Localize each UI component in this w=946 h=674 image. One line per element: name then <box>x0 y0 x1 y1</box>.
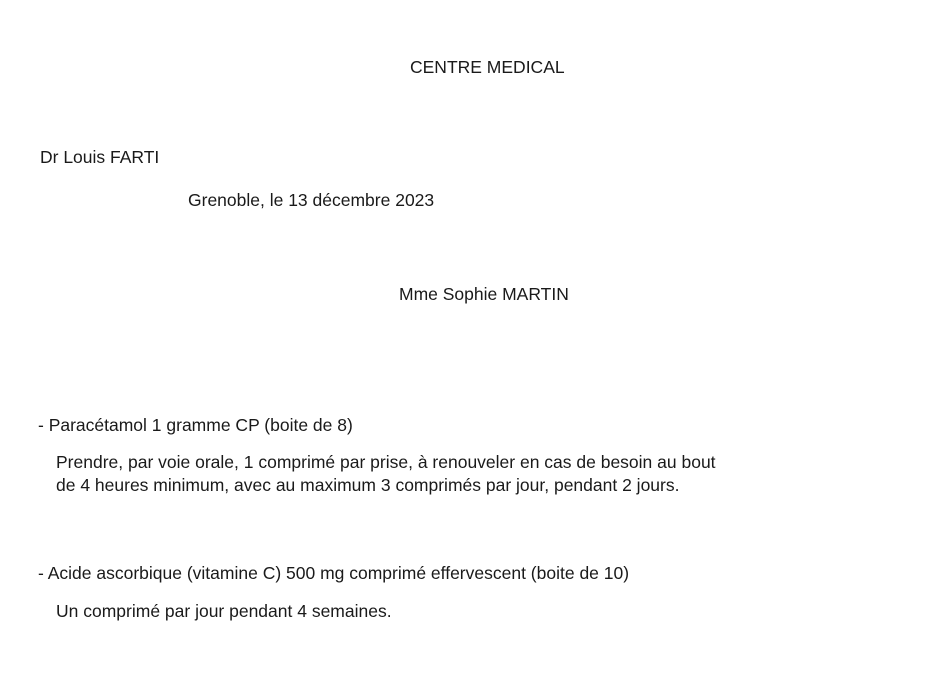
instructions-line: Prendre, par voie orale, 1 comprimé par prise, à renouveler en cas de besoin au bout <box>56 452 716 472</box>
document-title: CENTRE MEDICAL <box>410 57 565 77</box>
medication-instructions <box>56 451 936 497</box>
doctor-name: Dr Louis FARTI <box>40 147 160 167</box>
medication-item <box>38 563 936 623</box>
place-date: Grenoble, le 13 décembre 2023 <box>188 190 435 210</box>
medication-name: - Acide ascorbique (vitamine C) 500 mg comprimé effervescent (boite de 10) <box>38 563 630 583</box>
medication-name: - Paracétamol 1 gramme CP (boite de 8) <box>38 415 353 435</box>
medication-instructions <box>56 600 936 623</box>
patient-name: Mme Sophie MARTIN <box>399 284 569 304</box>
instructions-line: Un comprimé par jour pendant 4 semaines. <box>56 601 392 621</box>
instructions-line: de 4 heures minimum, avec au maximum 3 comprimés par jour, pendant 2 jours. <box>56 475 680 495</box>
medication-item <box>38 415 936 497</box>
